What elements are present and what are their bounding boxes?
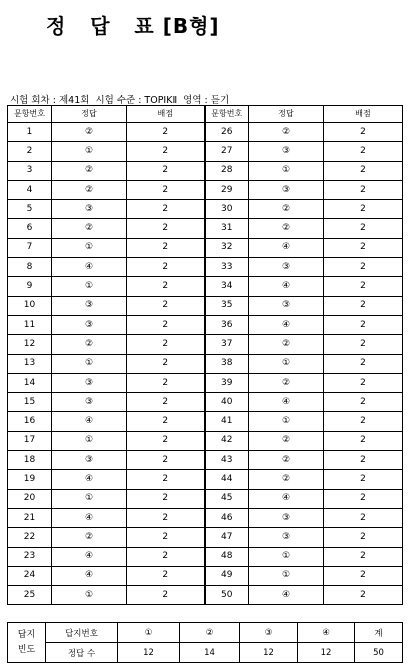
answer-cell: ④ — [249, 586, 324, 605]
score-cell: 2 — [127, 123, 205, 142]
col-header-answer: 정답 — [249, 106, 324, 123]
answer-cell: ② — [249, 451, 324, 470]
question-number: 42 — [205, 431, 249, 450]
answer-cell: ① — [249, 412, 324, 431]
table-header-row — [8, 106, 403, 123]
table-row — [8, 586, 403, 605]
answer-cell: ② — [52, 219, 127, 238]
answer-cell: ③ — [52, 451, 127, 470]
answer-cell: ④ — [249, 238, 324, 257]
table-row — [8, 470, 403, 489]
col-header-number: 문항번호 — [205, 106, 249, 123]
score-cell: 2 — [127, 277, 205, 296]
answer-cell: ② — [249, 470, 324, 489]
col-header-score: 배점 — [127, 106, 205, 123]
answer-cell: ③ — [52, 296, 127, 315]
answer-cell: ② — [249, 373, 324, 392]
exam-info: 시험 회차 : 제41회 시험 수준 : TOPIKⅡ 영역 : 듣기 — [10, 95, 230, 106]
question-number: 2 — [8, 142, 52, 161]
question-number: 49 — [205, 566, 249, 585]
frequency-cell: ① — [118, 623, 180, 643]
score-cell: 2 — [324, 296, 403, 315]
score-cell: 2 — [324, 508, 403, 527]
answer-cell: ④ — [249, 277, 324, 296]
answer-cell: ④ — [249, 489, 324, 508]
answer-cell: ③ — [249, 296, 324, 315]
answer-cell: ① — [52, 238, 127, 257]
table-row — [8, 335, 403, 354]
frequency-cell: ④ — [298, 623, 355, 643]
question-number: 6 — [8, 219, 52, 238]
table-row — [8, 431, 403, 450]
score-cell: 2 — [324, 451, 403, 470]
table-row — [8, 277, 403, 296]
score-cell: 2 — [324, 161, 403, 180]
answer-cell: ② — [52, 123, 127, 142]
question-number: 10 — [8, 296, 52, 315]
score-cell: 2 — [324, 142, 403, 161]
answer-cell: ③ — [249, 142, 324, 161]
question-number: 34 — [205, 277, 249, 296]
question-number: 37 — [205, 335, 249, 354]
table-row — [8, 315, 403, 334]
frequency-cell: 50 — [355, 643, 403, 663]
frequency-side-label: 답지 빈도 — [8, 623, 46, 663]
frequency-row-counts — [8, 643, 403, 663]
question-number: 45 — [205, 489, 249, 508]
answer-cell: ④ — [52, 547, 127, 566]
score-cell: 2 — [127, 566, 205, 585]
score-cell: 2 — [127, 258, 205, 277]
question-number: 20 — [8, 489, 52, 508]
question-number: 41 — [205, 412, 249, 431]
answer-cell: ④ — [249, 315, 324, 334]
score-cell: 2 — [127, 315, 205, 334]
answer-cell: ④ — [52, 566, 127, 585]
score-cell: 2 — [324, 200, 403, 219]
score-cell: 2 — [324, 412, 403, 431]
question-number: 26 — [205, 123, 249, 142]
table-row — [8, 528, 403, 547]
answer-frequency-table — [7, 622, 403, 663]
score-cell: 2 — [127, 296, 205, 315]
question-number: 36 — [205, 315, 249, 334]
score-cell: 2 — [324, 470, 403, 489]
table-row — [8, 373, 403, 392]
frequency-cell: 12 — [240, 643, 298, 663]
answer-cell: ① — [52, 142, 127, 161]
answer-cell: ② — [249, 200, 324, 219]
score-cell: 2 — [324, 489, 403, 508]
score-cell: 2 — [127, 142, 205, 161]
frequency-cell: ② — [180, 623, 240, 643]
answer-cell: ④ — [52, 508, 127, 527]
table-row — [8, 393, 403, 412]
answer-table — [7, 105, 403, 605]
question-number: 29 — [205, 180, 249, 199]
score-cell: 2 — [127, 508, 205, 527]
answer-cell: ① — [249, 566, 324, 585]
frequency-cell: ③ — [240, 623, 298, 643]
frequency-cell: 14 — [180, 643, 240, 663]
answer-cell: ④ — [52, 258, 127, 277]
question-number: 13 — [8, 354, 52, 373]
question-number: 17 — [8, 431, 52, 450]
question-number: 23 — [8, 547, 52, 566]
answer-cell: ① — [52, 431, 127, 450]
score-cell: 2 — [324, 277, 403, 296]
score-cell: 2 — [127, 470, 205, 489]
score-cell: 2 — [324, 180, 403, 199]
table-row — [8, 508, 403, 527]
question-number: 4 — [8, 180, 52, 199]
score-cell: 2 — [324, 258, 403, 277]
answer-cell: ① — [249, 547, 324, 566]
score-cell: 2 — [324, 528, 403, 547]
table-row — [8, 180, 403, 199]
answer-cell: ② — [52, 180, 127, 199]
table-row — [8, 142, 403, 161]
question-number: 40 — [205, 393, 249, 412]
answer-cell: ③ — [52, 315, 127, 334]
score-cell: 2 — [127, 451, 205, 470]
score-cell: 2 — [127, 547, 205, 566]
question-number: 50 — [205, 586, 249, 605]
answer-cell: ③ — [52, 200, 127, 219]
score-cell: 2 — [127, 180, 205, 199]
score-cell: 2 — [324, 547, 403, 566]
question-number: 16 — [8, 412, 52, 431]
answer-cell: ③ — [249, 180, 324, 199]
table-row — [8, 566, 403, 585]
answer-cell: ② — [249, 335, 324, 354]
question-number: 28 — [205, 161, 249, 180]
table-row — [8, 354, 403, 373]
question-number: 21 — [8, 508, 52, 527]
table-row — [8, 451, 403, 470]
answer-cell: ② — [52, 161, 127, 180]
score-cell: 2 — [127, 200, 205, 219]
score-cell: 2 — [127, 412, 205, 431]
answer-cell: ① — [52, 489, 127, 508]
score-cell: 2 — [127, 489, 205, 508]
col-header-score: 배점 — [324, 106, 403, 123]
score-cell: 2 — [324, 586, 403, 605]
score-cell: 2 — [324, 354, 403, 373]
score-cell: 2 — [324, 315, 403, 334]
question-number: 1 — [8, 123, 52, 142]
score-cell: 2 — [324, 123, 403, 142]
table-row — [8, 219, 403, 238]
score-cell: 2 — [324, 219, 403, 238]
frequency-cell: 12 — [118, 643, 180, 663]
question-number: 19 — [8, 470, 52, 489]
question-number: 38 — [205, 354, 249, 373]
question-number: 27 — [205, 142, 249, 161]
score-cell: 2 — [324, 335, 403, 354]
score-cell: 2 — [127, 354, 205, 373]
question-number: 24 — [8, 566, 52, 585]
score-cell: 2 — [127, 528, 205, 547]
frequency-cell: 12 — [298, 643, 355, 663]
table-row — [8, 123, 403, 142]
score-cell: 2 — [324, 566, 403, 585]
question-number: 15 — [8, 393, 52, 412]
question-number: 3 — [8, 161, 52, 180]
question-number: 5 — [8, 200, 52, 219]
question-number: 32 — [205, 238, 249, 257]
table-row — [8, 258, 403, 277]
table-row — [8, 200, 403, 219]
question-number: 44 — [205, 470, 249, 489]
question-number: 31 — [205, 219, 249, 238]
answer-cell: ① — [52, 354, 127, 373]
question-number: 18 — [8, 451, 52, 470]
frequency-row-choices — [8, 623, 403, 643]
question-number: 22 — [8, 528, 52, 547]
answer-cell: ③ — [52, 393, 127, 412]
answer-cell: ① — [249, 354, 324, 373]
page-title: 정 답 표 [B형] — [46, 14, 220, 38]
answer-table-body — [8, 123, 403, 605]
answer-cell: ④ — [249, 393, 324, 412]
score-cell: 2 — [127, 219, 205, 238]
question-number: 14 — [8, 373, 52, 392]
question-number: 11 — [8, 315, 52, 334]
question-number: 33 — [205, 258, 249, 277]
question-number: 48 — [205, 547, 249, 566]
score-cell: 2 — [324, 431, 403, 450]
question-number: 47 — [205, 528, 249, 547]
answer-cell: ④ — [52, 470, 127, 489]
question-number: 30 — [205, 200, 249, 219]
answer-cell: ③ — [52, 373, 127, 392]
table-row — [8, 238, 403, 257]
table-row — [8, 412, 403, 431]
answer-cell: ② — [52, 335, 127, 354]
frequency-cell: 정답 수 — [46, 643, 118, 663]
col-header-answer: 정답 — [52, 106, 127, 123]
score-cell: 2 — [127, 238, 205, 257]
answer-cell: ② — [249, 431, 324, 450]
answer-cell: ② — [249, 219, 324, 238]
answer-cell: ① — [52, 277, 127, 296]
question-number: 8 — [8, 258, 52, 277]
score-cell: 2 — [127, 335, 205, 354]
col-header-number: 문항번호 — [8, 106, 52, 123]
question-number: 9 — [8, 277, 52, 296]
table-row — [8, 296, 403, 315]
answer-cell: ③ — [249, 528, 324, 547]
question-number: 46 — [205, 508, 249, 527]
frequency-cell: 답지번호 — [46, 623, 118, 643]
question-number: 12 — [8, 335, 52, 354]
answer-cell: ① — [249, 161, 324, 180]
table-row — [8, 547, 403, 566]
score-cell: 2 — [324, 393, 403, 412]
table-row — [8, 161, 403, 180]
score-cell: 2 — [127, 393, 205, 412]
score-cell: 2 — [127, 161, 205, 180]
answer-cell: ③ — [249, 508, 324, 527]
answer-cell: ② — [52, 528, 127, 547]
question-number: 35 — [205, 296, 249, 315]
score-cell: 2 — [127, 431, 205, 450]
score-cell: 2 — [127, 586, 205, 605]
question-number: 39 — [205, 373, 249, 392]
score-cell: 2 — [127, 373, 205, 392]
answer-cell: ② — [249, 123, 324, 142]
answer-cell: ④ — [52, 412, 127, 431]
question-number: 43 — [205, 451, 249, 470]
question-number: 7 — [8, 238, 52, 257]
frequency-cell: 계 — [355, 623, 403, 643]
answer-cell: ③ — [249, 258, 324, 277]
table-row — [8, 489, 403, 508]
score-cell: 2 — [324, 373, 403, 392]
score-cell: 2 — [324, 238, 403, 257]
answer-cell: ① — [52, 586, 127, 605]
question-number: 25 — [8, 586, 52, 605]
